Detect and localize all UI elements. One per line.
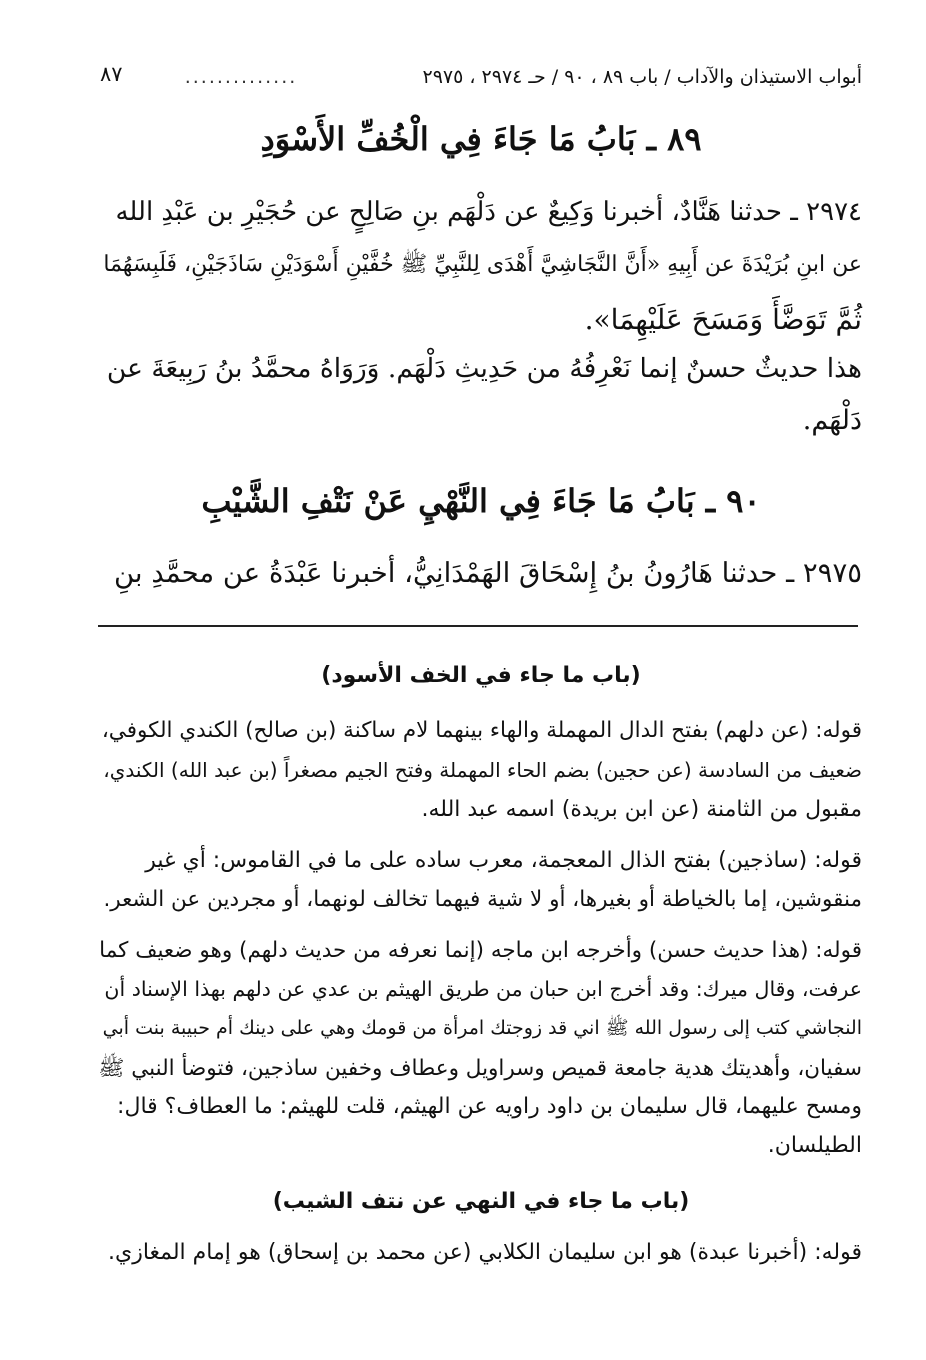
commentary-line: عرفت، وقال ميرك: وقد أخرج ابن حبان من طريق الهيثم بن عدي عن دلهم بهذا الإسناد أن <box>104 977 862 1001</box>
chapter-89-title: ٨٩ ـ بَابُ مَا جَاءَ فِي الْخُفِّ الأَسْوَدِ <box>260 120 702 158</box>
hadith-2974-line-2: عن ابنِ بُرَيْدَةَ عن أَبِيهِ «أَنَّ النَّجَاشِيَّ أَهْدَى لِلنَّبِيِّ ﷺ خُفَّيْنِ أَسْوَدَيْنِ سَاذَجَيْنِ، فَلَبِسَهُمَا <box>103 252 862 277</box>
hadith-2975-line-1: ٢٩٧٥ ـ حدثنا هَارُونُ بنُ إِسْحَاقَ الهَمْدَانِيُّ، أخبرنا عَبْدَةُ عن محمَّدِ بنِ <box>113 557 862 589</box>
commentary-line: ضعيف من السادسة (عن حجين) بضم الحاء المهملة وفتح الجيم مصغراً (بن عبد الله) الكندي، <box>103 758 862 782</box>
hadith-2974-line-1: ٢٩٧٤ ـ حدثنا هَنَّادٌ، أخبرنا وَكِيعٌ عن دَلْهَم بنِ صَالِحٍ عن حُجَيْرِ بن عَبْدِ الله <box>115 197 862 227</box>
commentary-line: النجاشي كتب إلى رسول الله ﷺ اني قد زوجتك امرأة من قومك وهي على دينك أم حبيبة بنت أبي <box>102 1017 862 1039</box>
commentary-line: مقبول من الثامنة (عن ابن بريدة) اسمه عبد الله. <box>421 797 862 822</box>
hadith-2974-line-3: ثُمَّ تَوَضَّأَ وَمَسَحَ عَلَيْهِمَا». <box>584 303 862 336</box>
commentary-line: قوله: (عن دلهم) بفتح الدال المهملة والهاء بينهما لام ساكنة (بن صالح) الكندي الكوفي، <box>101 718 862 743</box>
commentary-line: قوله: (ساذجين) بفتح الذال المعجمة، معرب ساده على ما في القاموس: أي غير <box>145 848 862 873</box>
running-title: أبواب الاستيذان والآداب / باب ٨٩ ، ٩٠ / حـ ٢٩٧٤ ، ٢٩٧٥ <box>422 66 862 88</box>
grading-note-line-1: هذا حديثٌ حسنٌ إنما نَعْرِفُهُ من حَدِيثِ دَلْهَم. وَرَوَاهُ محمَّدُ بنُ رَبِيعَةَ عن <box>106 353 862 384</box>
commentary-line: قوله: (أخبرنا عبدة) هو ابن سليمان الكلابي (عن محمد بن إسحاق) هو إمام المغازي. <box>107 1240 862 1265</box>
footnote-separator <box>98 625 858 627</box>
commentary-line: منقوشين، إما بالخياطة أو بغيرها، أو لا شية فيهما تخالف لونهما، أو مجردين عن الشعر. <box>103 887 862 912</box>
chapter-90-title: ٩٠ ـ بَابُ مَا جَاءَ فِي النَّهْيِ عَنْ نَتْفِ الشَّيْبِ <box>201 482 761 520</box>
grading-note-line-2: دَلْهَم. <box>802 405 862 436</box>
commentary-line: قوله: (هذا حديث حسن) وأخرجه ابن ماجه (إنما نعرفه من حديث دلهم) وهو ضعيف كما <box>99 938 862 963</box>
commentary-head-1: (باب ما جاء في الخف الأسود) <box>321 663 641 688</box>
commentary-line: سفيان، وأهديتك هدية جامعة قميص وسراويل وعطاف وخفين ساذجين، فتوضأ النبي ﷺ <box>98 1056 862 1081</box>
commentary-head-2: (باب ما جاء في النهي عن نتف الشيب) <box>272 1189 690 1214</box>
commentary-line: الطيلسان. <box>767 1133 862 1158</box>
page-header <box>100 58 862 98</box>
page-number: ٨٧ <box>100 62 123 86</box>
leader-dots: .............. <box>184 66 298 88</box>
commentary-line: ومسح عليهما، قال سليمان بن داود راويه عن الهيثم، قلت للهيثم: ما العطاف؟ قال: <box>117 1094 862 1119</box>
